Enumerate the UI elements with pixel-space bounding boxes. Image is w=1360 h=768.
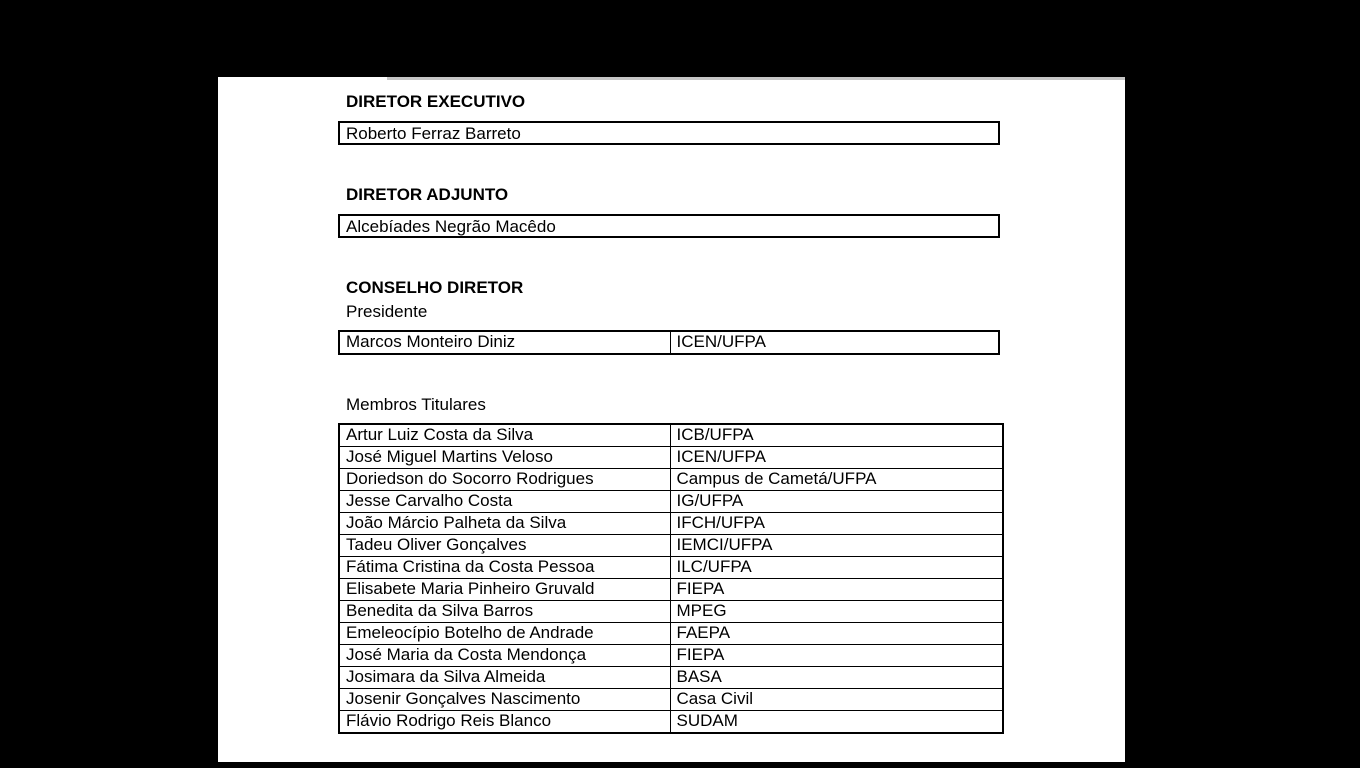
member-affiliation-cell: SUDAM bbox=[670, 711, 1003, 734]
table-row bbox=[339, 601, 1003, 623]
table-row bbox=[339, 491, 1003, 513]
table-row bbox=[339, 424, 1003, 447]
deputy-director-heading: DIRETOR ADJUNTO bbox=[346, 185, 509, 204]
member-name-cell: Jesse Carvalho Costa bbox=[339, 491, 670, 513]
table-row bbox=[339, 331, 999, 354]
member-name-cell: Josenir Gonçalves Nascimento bbox=[339, 689, 670, 711]
executive-director-heading: DIRETOR EXECUTIVO bbox=[346, 92, 526, 111]
table-row bbox=[339, 579, 1003, 601]
table-row bbox=[339, 513, 1003, 535]
member-affiliation-cell: FAEPA bbox=[670, 623, 1003, 645]
member-affiliation-cell: BASA bbox=[670, 667, 1003, 689]
member-affiliation-cell: FIEPA bbox=[670, 645, 1003, 667]
member-name-cell: Fátima Cristina da Costa Pessoa bbox=[339, 557, 670, 579]
executive-director-name-box: Roberto Ferraz Barreto bbox=[338, 121, 1000, 145]
table-row bbox=[339, 623, 1003, 645]
member-name-cell: José Miguel Martins Veloso bbox=[339, 447, 670, 469]
member-affiliation-cell: FIEPA bbox=[670, 579, 1003, 601]
table-row bbox=[339, 689, 1003, 711]
table-row bbox=[339, 447, 1003, 469]
members-table bbox=[338, 423, 1004, 734]
member-name-cell: Flávio Rodrigo Reis Blanco bbox=[339, 711, 670, 734]
member-affiliation-cell: IFCH/UFPA bbox=[670, 513, 1003, 535]
members-label: Membros Titulares bbox=[346, 395, 486, 414]
table-row bbox=[339, 645, 1003, 667]
president-name-cell: Marcos Monteiro Diniz bbox=[339, 331, 670, 354]
member-name-cell: Artur Luiz Costa da Silva bbox=[339, 424, 670, 447]
member-affiliation-cell: ICEN/UFPA bbox=[670, 447, 1003, 469]
president-table bbox=[338, 330, 1000, 355]
deputy-director-name-box: Alcebíades Negrão Macêdo bbox=[338, 214, 1000, 238]
member-affiliation-cell: IG/UFPA bbox=[670, 491, 1003, 513]
member-name-cell: José Maria da Costa Mendonça bbox=[339, 645, 670, 667]
table-row bbox=[339, 557, 1003, 579]
member-name-cell: João Márcio Palheta da Silva bbox=[339, 513, 670, 535]
member-name-cell: Benedita da Silva Barros bbox=[339, 601, 670, 623]
member-affiliation-cell: Campus de Cametá/UFPA bbox=[670, 469, 1003, 491]
member-affiliation-cell: ILC/UFPA bbox=[670, 557, 1003, 579]
table-row bbox=[339, 469, 1003, 491]
member-affiliation-cell: Casa Civil bbox=[670, 689, 1003, 711]
page-top-cutoff-line bbox=[387, 77, 1125, 80]
member-affiliation-cell: MPEG bbox=[670, 601, 1003, 623]
table-row bbox=[339, 535, 1003, 557]
member-name-cell: Emeleocípio Botelho de Andrade bbox=[339, 623, 670, 645]
table-row bbox=[339, 711, 1003, 734]
member-name-cell: Doriedson do Socorro Rodrigues bbox=[339, 469, 670, 491]
member-affiliation-cell: IEMCI/UFPA bbox=[670, 535, 1003, 557]
board-heading: CONSELHO DIRETOR bbox=[346, 278, 524, 297]
president-label: Presidente bbox=[346, 302, 428, 321]
table-row bbox=[339, 667, 1003, 689]
member-affiliation-cell: ICB/UFPA bbox=[670, 424, 1003, 447]
member-name-cell: Tadeu Oliver Gonçalves bbox=[339, 535, 670, 557]
document-page bbox=[218, 77, 1125, 762]
member-name-cell: Elisabete Maria Pinheiro Gruvald bbox=[339, 579, 670, 601]
member-name-cell: Josimara da Silva Almeida bbox=[339, 667, 670, 689]
president-affiliation-cell: ICEN/UFPA bbox=[670, 331, 999, 354]
